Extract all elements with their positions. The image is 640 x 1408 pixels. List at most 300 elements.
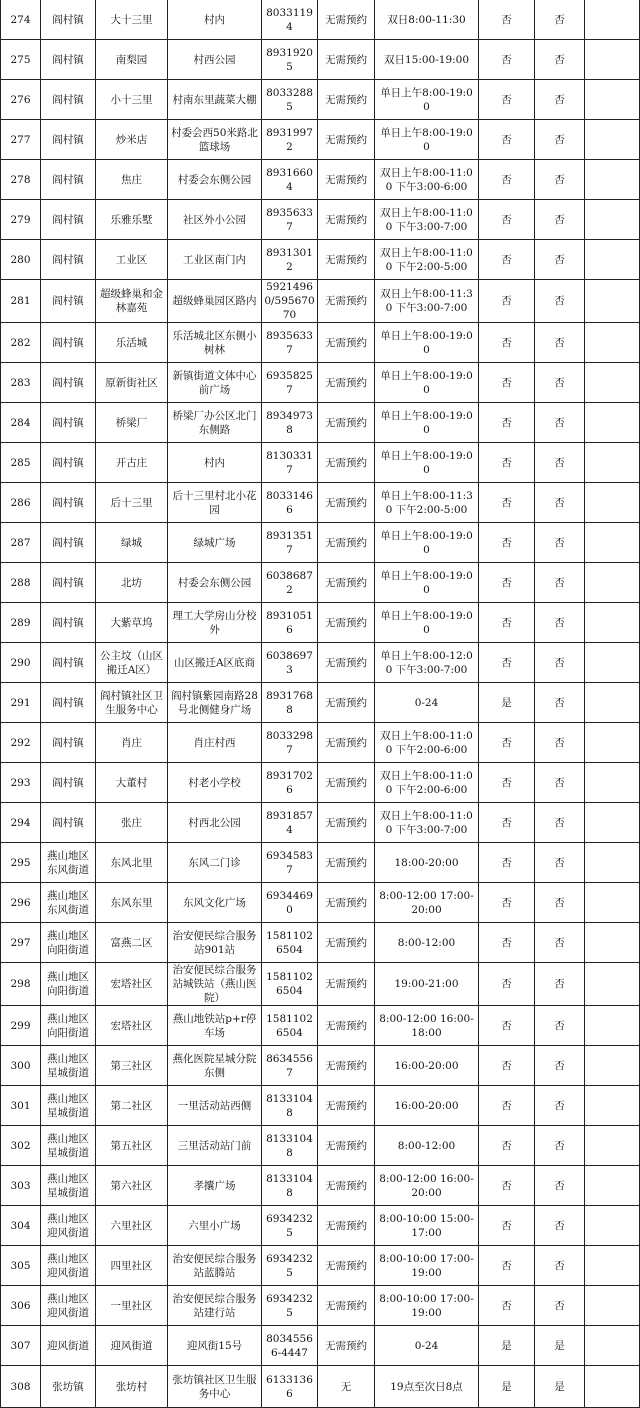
cell-site-location: 桥梁厂办公区北门东侧路 — [168, 403, 262, 443]
table-row — [1, 1246, 640, 1286]
cell-extra — [585, 1326, 640, 1366]
table-row — [1, 80, 640, 120]
cell-site-location: 村委会东侧公园 — [168, 160, 262, 200]
cell-row-number: 275 — [1, 40, 41, 80]
cell-service-hours: 8:00-12:00 — [375, 1126, 479, 1166]
cell-extra — [585, 443, 640, 483]
cell-flag-a: 否 — [479, 280, 535, 323]
table-row — [1, 0, 640, 40]
cell-community: 工业区 — [96, 240, 168, 280]
cell-flag-a: 否 — [479, 603, 535, 643]
cell-flag-a: 否 — [479, 883, 535, 923]
cell-row-number: 282 — [1, 323, 41, 363]
table-row — [1, 963, 640, 1006]
cell-town: 张坊镇 — [41, 1366, 96, 1408]
cell-phone: 89318574 — [262, 803, 318, 843]
cell-appointment: 无需预约 — [318, 563, 375, 603]
cell-appointment: 无需预约 — [318, 803, 375, 843]
cell-service-hours: 8:00-12:00 — [375, 923, 479, 963]
cell-phone: 81331048 — [262, 1086, 318, 1126]
cell-flag-b: 否 — [535, 1246, 585, 1286]
cell-row-number: 289 — [1, 603, 41, 643]
cell-row-number: 285 — [1, 443, 41, 483]
cell-site-location: 工业区南门内 — [168, 240, 262, 280]
cell-row-number: 304 — [1, 1206, 41, 1246]
cell-extra — [585, 923, 640, 963]
cell-service-hours: 双日上午8:00-11:00 下午3:00-7:00 — [375, 200, 479, 240]
cell-appointment: 无需预约 — [318, 643, 375, 683]
cell-town: 阎村镇 — [41, 363, 96, 403]
cell-phone: 60386973 — [262, 643, 318, 683]
cell-phone: 89319205 — [262, 40, 318, 80]
cell-extra — [585, 1086, 640, 1126]
cell-service-hours: 单日上午8:00-19:00 — [375, 523, 479, 563]
cell-town: 阎村镇 — [41, 803, 96, 843]
cell-site-location: 治安便民综合服务站建行站 — [168, 1286, 262, 1326]
cell-site-location: 一里活动站西侧 — [168, 1086, 262, 1126]
cell-extra — [585, 363, 640, 403]
cell-flag-b: 否 — [535, 1046, 585, 1086]
cell-phone: 15811026504 — [262, 1006, 318, 1046]
cell-flag-b: 否 — [535, 523, 585, 563]
cell-site-location: 东风二门诊 — [168, 843, 262, 883]
cell-extra — [585, 40, 640, 80]
table-row — [1, 563, 640, 603]
cell-service-hours: 单日上午8:00-19:00 — [375, 563, 479, 603]
cell-service-hours: 单日上午8:00-19:00 — [375, 443, 479, 483]
cell-town: 燕山地区星城街道 — [41, 1126, 96, 1166]
cell-appointment: 无需预约 — [318, 1126, 375, 1166]
cell-flag-a: 否 — [479, 643, 535, 683]
cell-community: 六里社区 — [96, 1206, 168, 1246]
cell-appointment: 无需预约 — [318, 40, 375, 80]
cell-town: 燕山地区向阳街道 — [41, 1006, 96, 1046]
cell-appointment: 无需预约 — [318, 483, 375, 523]
cell-phone: 86345567 — [262, 1046, 318, 1086]
cell-flag-a: 否 — [479, 483, 535, 523]
cell-phone: 81303317 — [262, 443, 318, 483]
cell-flag-b: 否 — [535, 923, 585, 963]
cell-flag-a: 否 — [479, 1046, 535, 1086]
cell-site-location: 村委会东侧公园 — [168, 563, 262, 603]
cell-flag-b: 否 — [535, 40, 585, 80]
cell-phone: 69358257 — [262, 363, 318, 403]
cell-appointment: 无需预约 — [318, 683, 375, 723]
cell-site-location: 村内 — [168, 443, 262, 483]
cell-community: 四里社区 — [96, 1246, 168, 1286]
cell-flag-a: 否 — [479, 1286, 535, 1326]
cell-flag-a: 否 — [479, 563, 535, 603]
cell-site-location: 山区搬迁A区底商 — [168, 643, 262, 683]
table-row — [1, 1286, 640, 1326]
cell-service-hours: 8:00-12:00 16:00-20:00 — [375, 1166, 479, 1206]
cell-extra — [585, 523, 640, 563]
cell-phone: 69345837 — [262, 843, 318, 883]
cell-service-hours: 双日上午8:00-11:30 下午3:00-7:00 — [375, 280, 479, 323]
cell-service-hours: 19点至次日8点 — [375, 1366, 479, 1408]
cell-extra — [585, 843, 640, 883]
cell-town: 阎村镇 — [41, 483, 96, 523]
cell-flag-a: 否 — [479, 723, 535, 763]
cell-site-location: 村内 — [168, 0, 262, 40]
table-row — [1, 1046, 640, 1086]
cell-site-location: 超级蜂巢园区路内 — [168, 280, 262, 323]
table-row — [1, 1166, 640, 1206]
cell-phone: 81331048 — [262, 1166, 318, 1206]
cell-flag-a: 否 — [479, 403, 535, 443]
cell-flag-b: 是 — [535, 1326, 585, 1366]
cell-community: 公主坟（山区搬迁A区） — [96, 643, 168, 683]
cell-site-location: 迎风街15号 — [168, 1326, 262, 1366]
cell-extra — [585, 280, 640, 323]
cell-service-hours: 0-24 — [375, 683, 479, 723]
table-row — [1, 40, 640, 80]
cell-site-location: 六里小广场 — [168, 1206, 262, 1246]
cell-flag-b: 否 — [535, 0, 585, 40]
cell-flag-a: 是 — [479, 1326, 535, 1366]
cell-service-hours: 单日上午8:00-19:00 — [375, 323, 479, 363]
table-row — [1, 643, 640, 683]
cell-flag-a: 否 — [479, 803, 535, 843]
cell-extra — [585, 1006, 640, 1046]
cell-site-location: 治安便民综合服务站城铁站（燕山医院） — [168, 963, 262, 1006]
cell-appointment: 无需预约 — [318, 280, 375, 323]
cell-phone: 89356337 — [262, 323, 318, 363]
cell-appointment: 无需预约 — [318, 883, 375, 923]
cell-flag-a: 否 — [479, 363, 535, 403]
cell-extra — [585, 80, 640, 120]
cell-flag-b: 否 — [535, 120, 585, 160]
cell-phone: 89316604 — [262, 160, 318, 200]
cell-community: 第三社区 — [96, 1046, 168, 1086]
table-row — [1, 200, 640, 240]
cell-site-location: 张坊镇社区卫生服务中心 — [168, 1366, 262, 1408]
cell-community: 焦庄 — [96, 160, 168, 200]
cell-appointment: 无 — [318, 1366, 375, 1408]
cell-town: 阎村镇 — [41, 443, 96, 483]
cell-service-hours: 双日上午8:00-11:00 下午2:00-5:00 — [375, 240, 479, 280]
cell-flag-a: 否 — [479, 80, 535, 120]
cell-row-number: 277 — [1, 120, 41, 160]
cell-community: 超级蜂巢和金林嘉苑 — [96, 280, 168, 323]
cell-site-location: 新镇街道文体中心前广场 — [168, 363, 262, 403]
cell-extra — [585, 963, 640, 1006]
cell-site-location: 村老小学校 — [168, 763, 262, 803]
table-row — [1, 240, 640, 280]
table-row — [1, 403, 640, 443]
cell-service-hours: 单日上午8:00-19:00 — [375, 603, 479, 643]
cell-phone: 89310516 — [262, 603, 318, 643]
table-row — [1, 1326, 640, 1366]
cell-service-hours: 双日上午8:00-11:00 下午3:00-6:00 — [375, 160, 479, 200]
cell-flag-a: 否 — [479, 843, 535, 883]
cell-extra — [585, 683, 640, 723]
cell-town: 阎村镇 — [41, 160, 96, 200]
cell-flag-b: 否 — [535, 603, 585, 643]
cell-service-hours: 双日上午8:00-11:00 下午2:00-6:00 — [375, 763, 479, 803]
table-row — [1, 443, 640, 483]
cell-row-number: 286 — [1, 483, 41, 523]
cell-site-location: 燕山地铁站p+r停车场 — [168, 1006, 262, 1046]
cell-site-location: 村西公园 — [168, 40, 262, 80]
cell-flag-b: 否 — [535, 843, 585, 883]
cell-extra — [585, 723, 640, 763]
table-row — [1, 160, 640, 200]
cell-phone: 69342325 — [262, 1206, 318, 1246]
cell-phone: 80345566-4447 — [262, 1326, 318, 1366]
cell-flag-b: 否 — [535, 200, 585, 240]
table-row — [1, 1086, 640, 1126]
cell-phone: 89319972 — [262, 120, 318, 160]
cell-appointment: 无需预约 — [318, 763, 375, 803]
cell-town: 燕山地区迎风街道 — [41, 1206, 96, 1246]
cell-service-hours: 单日上午8:00-11:30 下午2:00-5:00 — [375, 483, 479, 523]
cell-community: 炒米店 — [96, 120, 168, 160]
cell-town: 燕山地区星城街道 — [41, 1046, 96, 1086]
cell-community: 大董村 — [96, 763, 168, 803]
cell-flag-b: 否 — [535, 1126, 585, 1166]
cell-phone: 89313012 — [262, 240, 318, 280]
table-row — [1, 1206, 640, 1246]
cell-flag-a: 否 — [479, 923, 535, 963]
cell-community: 绿城 — [96, 523, 168, 563]
cell-appointment: 无需预约 — [318, 723, 375, 763]
cell-flag-b: 否 — [535, 1206, 585, 1246]
cell-row-number: 279 — [1, 200, 41, 240]
table-row — [1, 280, 640, 323]
cell-town: 阎村镇 — [41, 723, 96, 763]
cell-town: 阎村镇 — [41, 683, 96, 723]
cell-community: 桥梁厂 — [96, 403, 168, 443]
table-row — [1, 1366, 640, 1408]
cell-appointment: 无需预约 — [318, 200, 375, 240]
cell-town: 阎村镇 — [41, 563, 96, 603]
cell-community: 北坊 — [96, 563, 168, 603]
cell-appointment: 无需预约 — [318, 240, 375, 280]
cell-row-number: 298 — [1, 963, 41, 1006]
cell-row-number: 293 — [1, 763, 41, 803]
cell-town: 阎村镇 — [41, 120, 96, 160]
cell-site-location: 治安便民综合服务站蓝腾站 — [168, 1246, 262, 1286]
cell-flag-a: 否 — [479, 523, 535, 563]
table-body — [1, 0, 640, 1408]
cell-site-location: 乐活城北区东侧小树林 — [168, 323, 262, 363]
cell-appointment: 无需预约 — [318, 1086, 375, 1126]
cell-town: 燕山地区东风街道 — [41, 843, 96, 883]
cell-flag-b: 否 — [535, 803, 585, 843]
cell-flag-a: 是 — [479, 683, 535, 723]
cell-community: 大十三里 — [96, 0, 168, 40]
cell-phone: 15811026504 — [262, 923, 318, 963]
cell-service-hours: 8:00-10:00 17:00-19:00 — [375, 1246, 479, 1286]
cell-phone: 89313517 — [262, 523, 318, 563]
cell-town: 阎村镇 — [41, 643, 96, 683]
table-row — [1, 923, 640, 963]
cell-appointment: 无需预约 — [318, 403, 375, 443]
cell-town: 燕山地区向阳街道 — [41, 963, 96, 1006]
cell-phone: 89356337 — [262, 200, 318, 240]
cell-community: 小十三里 — [96, 80, 168, 120]
cell-extra — [585, 883, 640, 923]
cell-service-hours: 双日15:00-19:00 — [375, 40, 479, 80]
cell-service-hours: 单日上午8:00-19:00 — [375, 80, 479, 120]
table-row — [1, 803, 640, 843]
cell-town: 阎村镇 — [41, 40, 96, 80]
cell-extra — [585, 483, 640, 523]
cell-appointment: 无需预约 — [318, 0, 375, 40]
cell-row-number: 281 — [1, 280, 41, 323]
cell-appointment: 无需预约 — [318, 523, 375, 563]
cell-flag-b: 否 — [535, 403, 585, 443]
cell-town: 燕山地区向阳街道 — [41, 923, 96, 963]
cell-row-number: 300 — [1, 1046, 41, 1086]
cell-appointment: 无需预约 — [318, 1006, 375, 1046]
cell-row-number: 306 — [1, 1286, 41, 1326]
cell-flag-b: 否 — [535, 80, 585, 120]
cell-site-location: 三里活动站门前 — [168, 1126, 262, 1166]
cell-flag-a: 否 — [479, 963, 535, 1006]
cell-service-hours: 16:00-20:00 — [375, 1046, 479, 1086]
cell-service-hours: 单日上午8:00-19:00 — [375, 120, 479, 160]
cell-town: 燕山地区东风街道 — [41, 883, 96, 923]
table-row — [1, 1006, 640, 1046]
cell-row-number: 307 — [1, 1326, 41, 1366]
cell-phone: 81331048 — [262, 1126, 318, 1166]
cell-extra — [585, 160, 640, 200]
cell-town: 阎村镇 — [41, 603, 96, 643]
cell-row-number: 301 — [1, 1086, 41, 1126]
cell-flag-b: 否 — [535, 1006, 585, 1046]
cell-flag-a: 否 — [479, 120, 535, 160]
table-row — [1, 683, 640, 723]
cell-extra — [585, 120, 640, 160]
cell-row-number: 296 — [1, 883, 41, 923]
cell-service-hours: 单日上午8:00-19:00 — [375, 403, 479, 443]
cell-phone: 59214960/59567070 — [262, 280, 318, 323]
cell-service-hours: 双日上午8:00-11:00 下午2:00-6:00 — [375, 723, 479, 763]
cell-appointment: 无需预约 — [318, 1046, 375, 1086]
cell-flag-b: 否 — [535, 963, 585, 1006]
cell-extra — [585, 323, 640, 363]
cell-phone: 61331366 — [262, 1366, 318, 1408]
table-row — [1, 363, 640, 403]
cell-flag-b: 否 — [535, 683, 585, 723]
cell-town: 燕山地区星城街道 — [41, 1166, 96, 1206]
cell-extra — [585, 200, 640, 240]
cell-town: 燕山地区迎风街道 — [41, 1286, 96, 1326]
cell-row-number: 287 — [1, 523, 41, 563]
table-row — [1, 120, 640, 160]
cell-flag-b: 否 — [535, 643, 585, 683]
cell-community: 第五社区 — [96, 1126, 168, 1166]
cell-service-hours: 8:00-10:00 17:00-19:00 — [375, 1286, 479, 1326]
cell-row-number: 305 — [1, 1246, 41, 1286]
cell-town: 燕山地区星城街道 — [41, 1086, 96, 1126]
cell-appointment: 无需预约 — [318, 1206, 375, 1246]
cell-flag-a: 否 — [479, 1006, 535, 1046]
cell-community: 大紫草坞 — [96, 603, 168, 643]
cell-flag-b: 否 — [535, 723, 585, 763]
cell-extra — [585, 603, 640, 643]
cell-flag-a: 否 — [479, 1246, 535, 1286]
cell-flag-a: 是 — [479, 1366, 535, 1408]
cell-flag-a: 否 — [479, 763, 535, 803]
cell-community: 宏塔社区 — [96, 1006, 168, 1046]
cell-flag-b: 是 — [535, 1366, 585, 1408]
cell-flag-b: 否 — [535, 563, 585, 603]
cell-row-number: 283 — [1, 363, 41, 403]
cell-community: 第二社区 — [96, 1086, 168, 1126]
cell-service-hours: 双日上午8:00-11:00 下午3:00-7:00 — [375, 803, 479, 843]
cell-extra — [585, 1126, 640, 1166]
cell-service-hours: 18:00-20:00 — [375, 843, 479, 883]
cell-town: 阎村镇 — [41, 200, 96, 240]
cell-site-location: 孝攮广场 — [168, 1166, 262, 1206]
cell-row-number: 280 — [1, 240, 41, 280]
cell-flag-a: 否 — [479, 200, 535, 240]
cell-phone: 69344690 — [262, 883, 318, 923]
cell-row-number: 278 — [1, 160, 41, 200]
cell-town: 阎村镇 — [41, 0, 96, 40]
cell-town: 阎村镇 — [41, 763, 96, 803]
cell-appointment: 无需预约 — [318, 80, 375, 120]
cell-town: 阎村镇 — [41, 323, 96, 363]
cell-site-location: 阎村镇紫园南路28号北侧健身广场 — [168, 683, 262, 723]
cell-appointment: 无需预约 — [318, 923, 375, 963]
table-row — [1, 843, 640, 883]
cell-community: 肖庄 — [96, 723, 168, 763]
cell-phone: 80332885 — [262, 80, 318, 120]
cell-extra — [585, 1166, 640, 1206]
cell-community: 阎村镇社区卫生服务中心 — [96, 683, 168, 723]
cell-site-location: 村南东里蔬菜大棚 — [168, 80, 262, 120]
cell-appointment: 无需预约 — [318, 443, 375, 483]
cell-service-hours: 8:00-10:00 15:00-17:00 — [375, 1206, 479, 1246]
cell-appointment: 无需预约 — [318, 1246, 375, 1286]
cell-service-hours: 双日8:00-11:30 — [375, 0, 479, 40]
cell-appointment: 无需预约 — [318, 323, 375, 363]
cell-site-location: 后十三里村北小花园 — [168, 483, 262, 523]
cell-community: 一里社区 — [96, 1286, 168, 1326]
cell-appointment: 无需预约 — [318, 1286, 375, 1326]
cell-town: 迎风街道 — [41, 1326, 96, 1366]
cell-flag-a: 否 — [479, 40, 535, 80]
cell-phone: 80331194 — [262, 0, 318, 40]
cell-flag-b: 否 — [535, 1086, 585, 1126]
cell-site-location: 燕化医院星城分院东侧 — [168, 1046, 262, 1086]
table-row — [1, 483, 640, 523]
cell-row-number: 288 — [1, 563, 41, 603]
cell-community: 第六社区 — [96, 1166, 168, 1206]
cell-community: 宏塔社区 — [96, 963, 168, 1006]
cell-service-hours: 8:00-12:00 16:00-18:00 — [375, 1006, 479, 1046]
cell-row-number: 302 — [1, 1126, 41, 1166]
cell-community: 迎风街道 — [96, 1326, 168, 1366]
cell-extra — [585, 1286, 640, 1326]
cell-row-number: 297 — [1, 923, 41, 963]
cell-site-location: 东风文化广场 — [168, 883, 262, 923]
cell-appointment: 无需预约 — [318, 603, 375, 643]
cell-phone: 69342325 — [262, 1246, 318, 1286]
cell-extra — [585, 1046, 640, 1086]
cell-flag-a: 否 — [479, 1166, 535, 1206]
cell-town: 阎村镇 — [41, 240, 96, 280]
cell-flag-b: 否 — [535, 323, 585, 363]
cell-service-hours: 8:00-12:00 17:00-20:00 — [375, 883, 479, 923]
cell-phone: 80331466 — [262, 483, 318, 523]
cell-flag-a: 否 — [479, 240, 535, 280]
cell-flag-b: 否 — [535, 240, 585, 280]
